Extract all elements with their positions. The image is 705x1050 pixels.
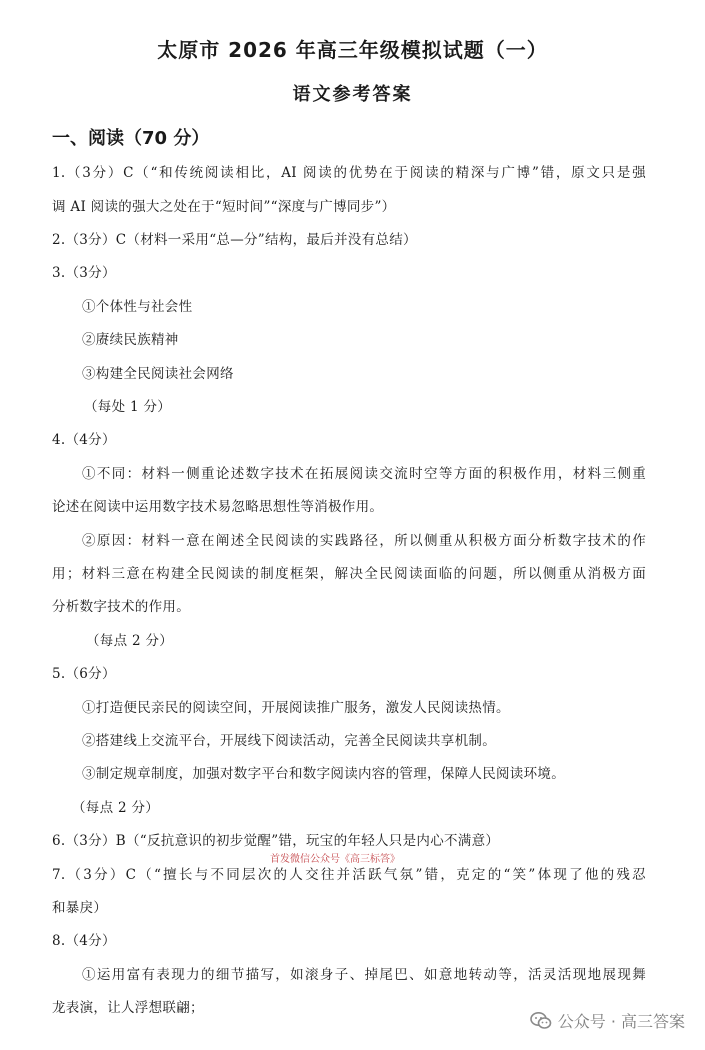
answer-line: ②搭建线上交流平台，开展线下阅读活动，完善全民阅读共享机制。 [82,733,496,749]
answer-line: 分析数字技术的作用。 [52,599,190,615]
answer-line: ③制定规章制度，加强对数字平台和数字阅读内容的管理，保障人民阅读环境。 [82,766,565,782]
answer-line: 论述在阅读中运用数字技术易忽略思想性等消极作用。 [52,499,384,515]
page-subtitle: 语文参考答案 [292,84,413,105]
watermark-center: 首发微信公众号《高三标答》 [270,854,400,865]
answer-line: 8.（4分） [52,933,116,949]
answer-line: ①运用富有表现力的细节描写，如滚身子、掉尾巴、如意地转动等，活灵活现地展现舞 [82,967,646,983]
answer-line: 3.（3分） [52,265,116,281]
answer-line: ①打造便民亲民的阅读空间，开展阅读推广服务，激发人民阅读热情。 [82,700,510,716]
answer-line: ①个体性与社会性 [82,299,193,315]
page-title: 太原市 2026 年高三年级模拟试题（一） [157,38,548,62]
answer-line: 7.（3分）C（“擅长与不同层次的人交往并活跃气氛”错，克定的“笑”体现了他的残忍 [52,867,646,883]
answer-line: 龙表演，让人浮想联翩； [52,1000,204,1016]
answer-line: 1.（3分）C（“和传统阅读相比，AI 阅读的优势在于阅读的精深与广博”错，原文只是强 [52,165,646,181]
answer-line: 4.（4分） [52,432,116,448]
footer-watermark-text: 公众号 · 高三答案 [557,1012,685,1031]
answer-line: 2.（3分）C（材料一采用“总—分”结构，最后并没有总结） [52,232,417,248]
answer-line: ①不同：材料一侧重论述数字技术在拓展阅读交流时空等方面的积极作用，材料三侧重 [82,466,646,482]
wechat-icon [530,1011,552,1031]
answer-line: 调 AI 阅读的强大之处在于“短时间”“深度与广博同步”） [52,199,396,215]
answer-line: 用；材料三意在构建全民阅读的制度框架，解决全民阅读面临的问题，所以侧重从消极方面 [52,566,646,582]
score-note: （每处 1 分） [84,399,172,415]
answer-line: 6.（3分）B（“反抗意识的初步觉醒”错，玩宝的年轻人只是内心不满意） [52,833,500,849]
section-heading: 一、阅读（70 分） [52,128,210,149]
answer-line: ②赓续民族精神 [82,332,179,348]
answer-line: 和暴戾） [52,900,108,916]
score-note: （每点 2 分） [86,633,174,649]
footer-watermark [530,1009,685,1032]
answer-line: ②原因：材料一意在阐述全民阅读的实践路径，所以侧重从积极方面分析数字技术的作 [82,533,646,549]
score-note: （每点 2 分） [72,800,160,816]
answer-line: ③构建全民阅读社会网络 [82,366,234,382]
answer-line: 5.（6分） [52,666,116,682]
